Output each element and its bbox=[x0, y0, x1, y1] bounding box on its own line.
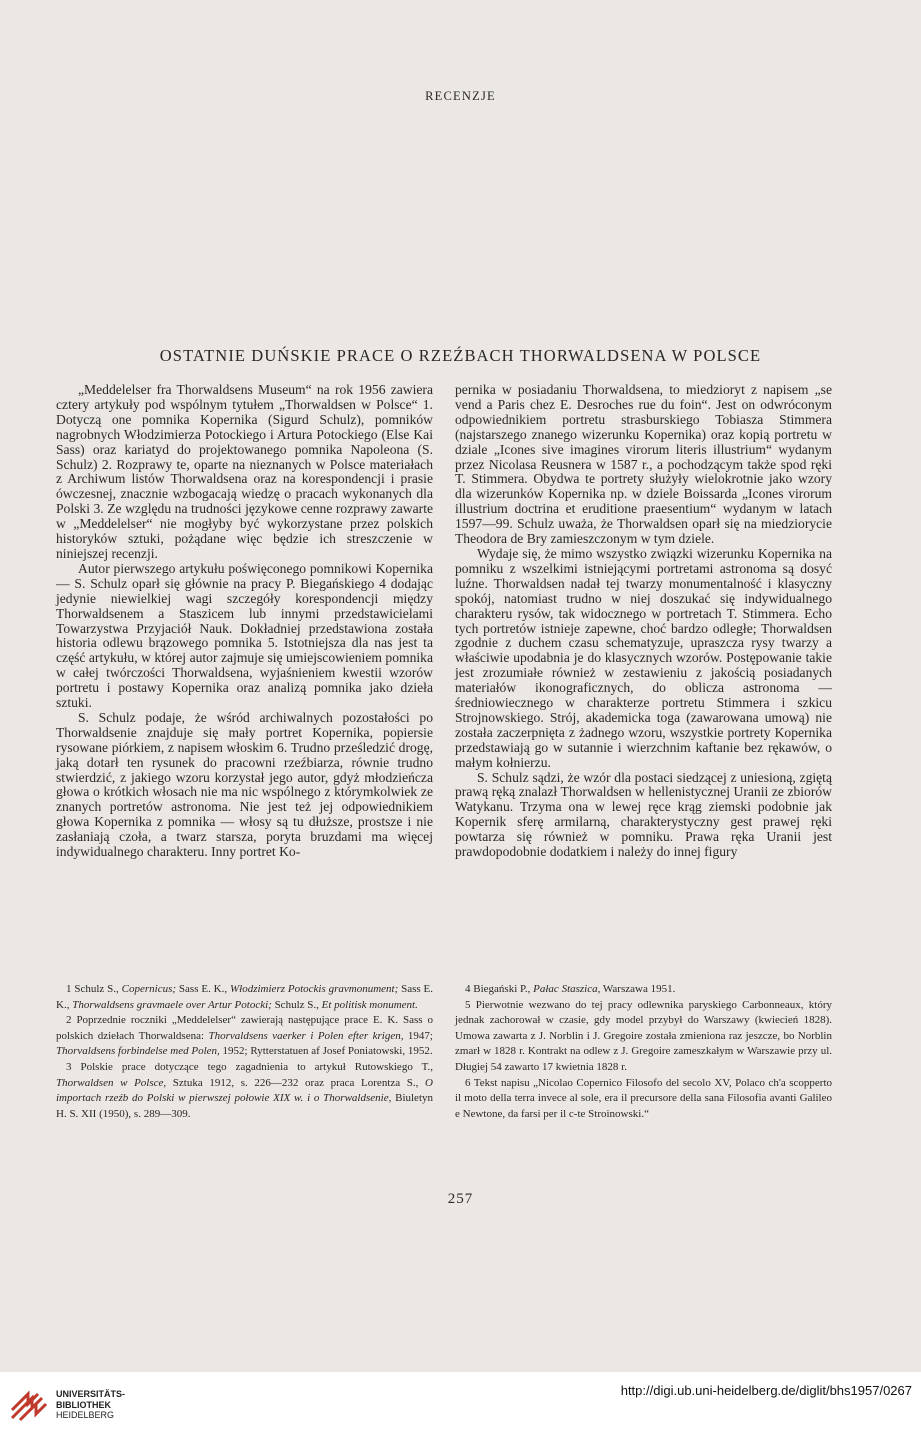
page-number: 257 bbox=[447, 1191, 474, 1207]
footnote-number: 2 bbox=[66, 1014, 72, 1027]
running-header: RECENZJE bbox=[425, 89, 496, 103]
footnote-2: 2 Poprzednie roczniki „Meddelelser“ zawierają następujące prace E. K. Sass o polskich dziełach Thorwaldsena: Thorvaldsens vaerker i Polen efter krigen, 1947; Thorvaldsens forbindelse med Polen, 1952; Rytterstatuen af Josef Poniatowski, 1952. bbox=[56, 1014, 433, 1058]
footnote-number: 3 bbox=[66, 1060, 72, 1073]
library-name: UNIVERSITÄTS- BIBLIOTHEK HEIDELBERG bbox=[56, 1389, 126, 1420]
library-logo-icon[interactable] bbox=[8, 1380, 54, 1426]
article-title: OSTATNIE DUŃSKIE PRACE O RZEŹBACH THORWALDSENA W POLSCE bbox=[159, 346, 762, 365]
footnote-5: 5 Pierwotnie wezwano do tej pracy odlewnika paryskiego Carbonneaux, który jednak zachorował w czasie, gdy model przybył do Warszawy (kwiecień 1828). Umowa zawarta z J. Norblin i J. Gregoire została zmieniona raz jeszcze, bo Norblin zmarł w 1828 r. Kontrakt na odlew z J. Gregoire zameszkałym w Warszawie przy ul. Długiej 54 zawarto 17 kwietnia 1828 r. bbox=[455, 998, 832, 1073]
paragraph: Autor pierwszego artykułu poświęconego pomnikowi Kopernika — S. Schulz oparł się głównie na pracy P. Biegańskiego 4 dodając jedynie niewielkiej wagi szczegóły korespondencji między Thorwaldsenem a Staszicem lub innymi przedstawicielami Towarzystwa Przyjaciół Nauk. Dokładniej przedstawiona została historia odlewu brązowego pomnika 5. Istotniejsza dla nas jest ta część artykułu, w której autor zajmuje się umiejscowieniem pomnika w całej twórczości Thorwaldsena, wyjaśnieniem kwestii wzorów portretu i postawy Kopernika oraz analizą pomnika jako dzieła sztuki. bbox=[56, 560, 433, 711]
paragraph: S. Schulz podaje, że wśród archiwalnych pozostałości po Thorwaldsenie znajduje się mały portret Kopernika, popiersie rysowane piórkiem, z napisem włoskim 6. Trudno prześledzić drogę, jaką dotarł ten rysunek do pracowni rzeźbiarza, równie trudno stwierdzić, z jakiego wzoru korzystał jego autor, gdyż młodzieńcza głowa o krótkich włosach nie ma nic wspólnego z którymkolwiek ze znanych portretów astronoma. Nie jest też jej odpowiednikiem głowa Kopernika z pomnika — włosy są tu dłuższe, prostsze i nie zasłaniają czoła, a twarz starsza, poryta bruzdami ma więcej indywidualnego charakteru. Inny portret Ko- bbox=[56, 709, 433, 860]
paragraph: pernika w posiadaniu Thorwaldsena, to miedzioryt z napisem „se vend a Paris chez E. Desroches rue du foin“. Jest on odwróconym odpowiednikiem portretu strasburskiego Tobiasza Stimmera (najstarszego znanego wizerunku Kopernika) oraz kopią portretu w dziale „Icones sive imagines virorum literis illustrium“ wydanym przez Nicolasa Reusnera w 1587 r., a pochodzącym także spod ręki T. Stimmera. Obydwa te portrety służyły wielokrotnie jako wzory dla wizerunków Kopernika np. w dziele Boissarda „Icones virorum illustrium doctrina et eruditione praesentium“ wydanym w latach 1597—99. Schulz uważa, że Thorwaldsen oparł się na miedziorycie Theodora de Bry zamieszczonym w tym dziele. bbox=[455, 382, 832, 547]
footnote-number: 6 bbox=[465, 1076, 471, 1089]
text-column-left bbox=[56, 383, 433, 860]
footnotes-left bbox=[56, 982, 433, 1122]
source-url-link[interactable]: http://digi.ub.uni-heidelberg.de/diglit/bhs1957/0267 bbox=[620, 1383, 912, 1398]
footer-bar bbox=[0, 1372, 921, 1437]
footnotes-right bbox=[455, 982, 832, 1122]
paragraph: Wydaje się, że mimo wszystko związki wizerunku Kopernika na pomniku z wszelkimi istniejącymi portretami astronoma są dosyć luźne. Thorwaldsen nadał tej twarzy monumentalność i klasyczny spokój, natomiast trudno w niej doszukać się indywidualnego charakteru rysów, tak widocznego w portretach T. Stimmera. Echo tych portretów istnieje zapewne, choć bardzo odległe; Thorwaldsen zgodnie z duchem czasu schematyzuje, upraszcza rysy twarzy a właściwie upodabnia je do klasycznych wzorów. Postępowanie takie jest zrozumiałe również w zestawieniu z jakością posiadanych materiałów ikonograficznych, do oblicza astronoma — średniowiecznego w charakterze portretu Stimmera i szkicu Strojnowskiego. Strój, akademicka toga (zawarowana umową) nie została zaczerpnięta z żadnego wzoru, wszystkie portrety Kopernika przedstawiają go w sutannie i wierzchnim kaftanie bez rękawów, o małym kołnierzu. bbox=[455, 545, 832, 770]
footnote-number: 4 bbox=[465, 983, 471, 995]
paragraph: S. Schulz sądzi, że wzór dla postaci siedzącej z uniesioną, zgiętą prawą ręką znalazł Thorwaldsen w hellenistycznej Uranii ze zbiorów Watykanu. Trzyma ona w lewej ręce krąg ziemski podobnie jak Kopernik sferę armilarną, charakterystyczny gest prawej ręki powtarza się również w pomniku. Prawa ręka Uranii jest prawdopodobnie dodatkiem i należy do innej figury bbox=[455, 769, 832, 860]
paragraph: „Meddelelser fra Thorwaldsens Museum“ na rok 1956 zawiera cztery artykuły pod wspólnym tytułem „Thorwaldsen w Polsce“ 1. Dotyczą one pomnika Kopernika (Sigurd Schulz), pomników nagrobnych Włodzimierza Potockiego i Artura Potockiego (Else Kai Sass) oraz kariatyd do projektowanego pomnika Napoleona (S. Schulz) 2. Rozprawy te, oparte na nieznanych w Polsce materiałach z Archiwum listów Thorwaldsena oraz na korespondencji i prasie ówczesnej, znacznie wzbogacają wiedzę o pracach wykonanych dla Polski 3. Ze względu na trudności językowe cenne rozprawy zawarte w „Meddelelser“ nie mogłyby być wykorzystane przez polskich historyków sztuki, pożądane więc będzie ich streszczenie w niniejszej recenzji. bbox=[56, 382, 433, 561]
footnote-4: 4 Biegański P., Pałac Staszica, Warszawa 1951. bbox=[465, 983, 676, 995]
footnote-number: 1 bbox=[66, 983, 72, 995]
text-column-right bbox=[455, 383, 832, 860]
footnote-number: 5 bbox=[465, 998, 471, 1011]
footnote-6: 6 Tekst napisu „Nicolao Copernico Filosofo del secolo XV, Polaco ch'a scopperto il moto della terra invece al sole, era il precursore della sana Filosofia avanti Galileo e Newtone, da farsi per il c-te Stroinowski.“ bbox=[455, 1076, 832, 1120]
footnote-3: 3 Polskie prace dotyczące tego zagadnienia to artykuł Rutowskiego T., Thorwaldsen w Polsce, Sztuka 1912, s. 226—232 oraz praca Lorentza S., O importach rzeźb do Polski w pierwszej połowie XIX w. i o Thorwaldsenie, Biuletyn H. S. XII (1950), s. 289—309. bbox=[56, 1060, 434, 1120]
footnote-1: 1 Schulz S., Copernicus; Sass E. K., Włodzimierz Potockis gravmonument; Sass E. K., Thorwaldsens gravmaele over Artur Potocki; Schulz S., Et politisk monument. bbox=[56, 983, 434, 1011]
